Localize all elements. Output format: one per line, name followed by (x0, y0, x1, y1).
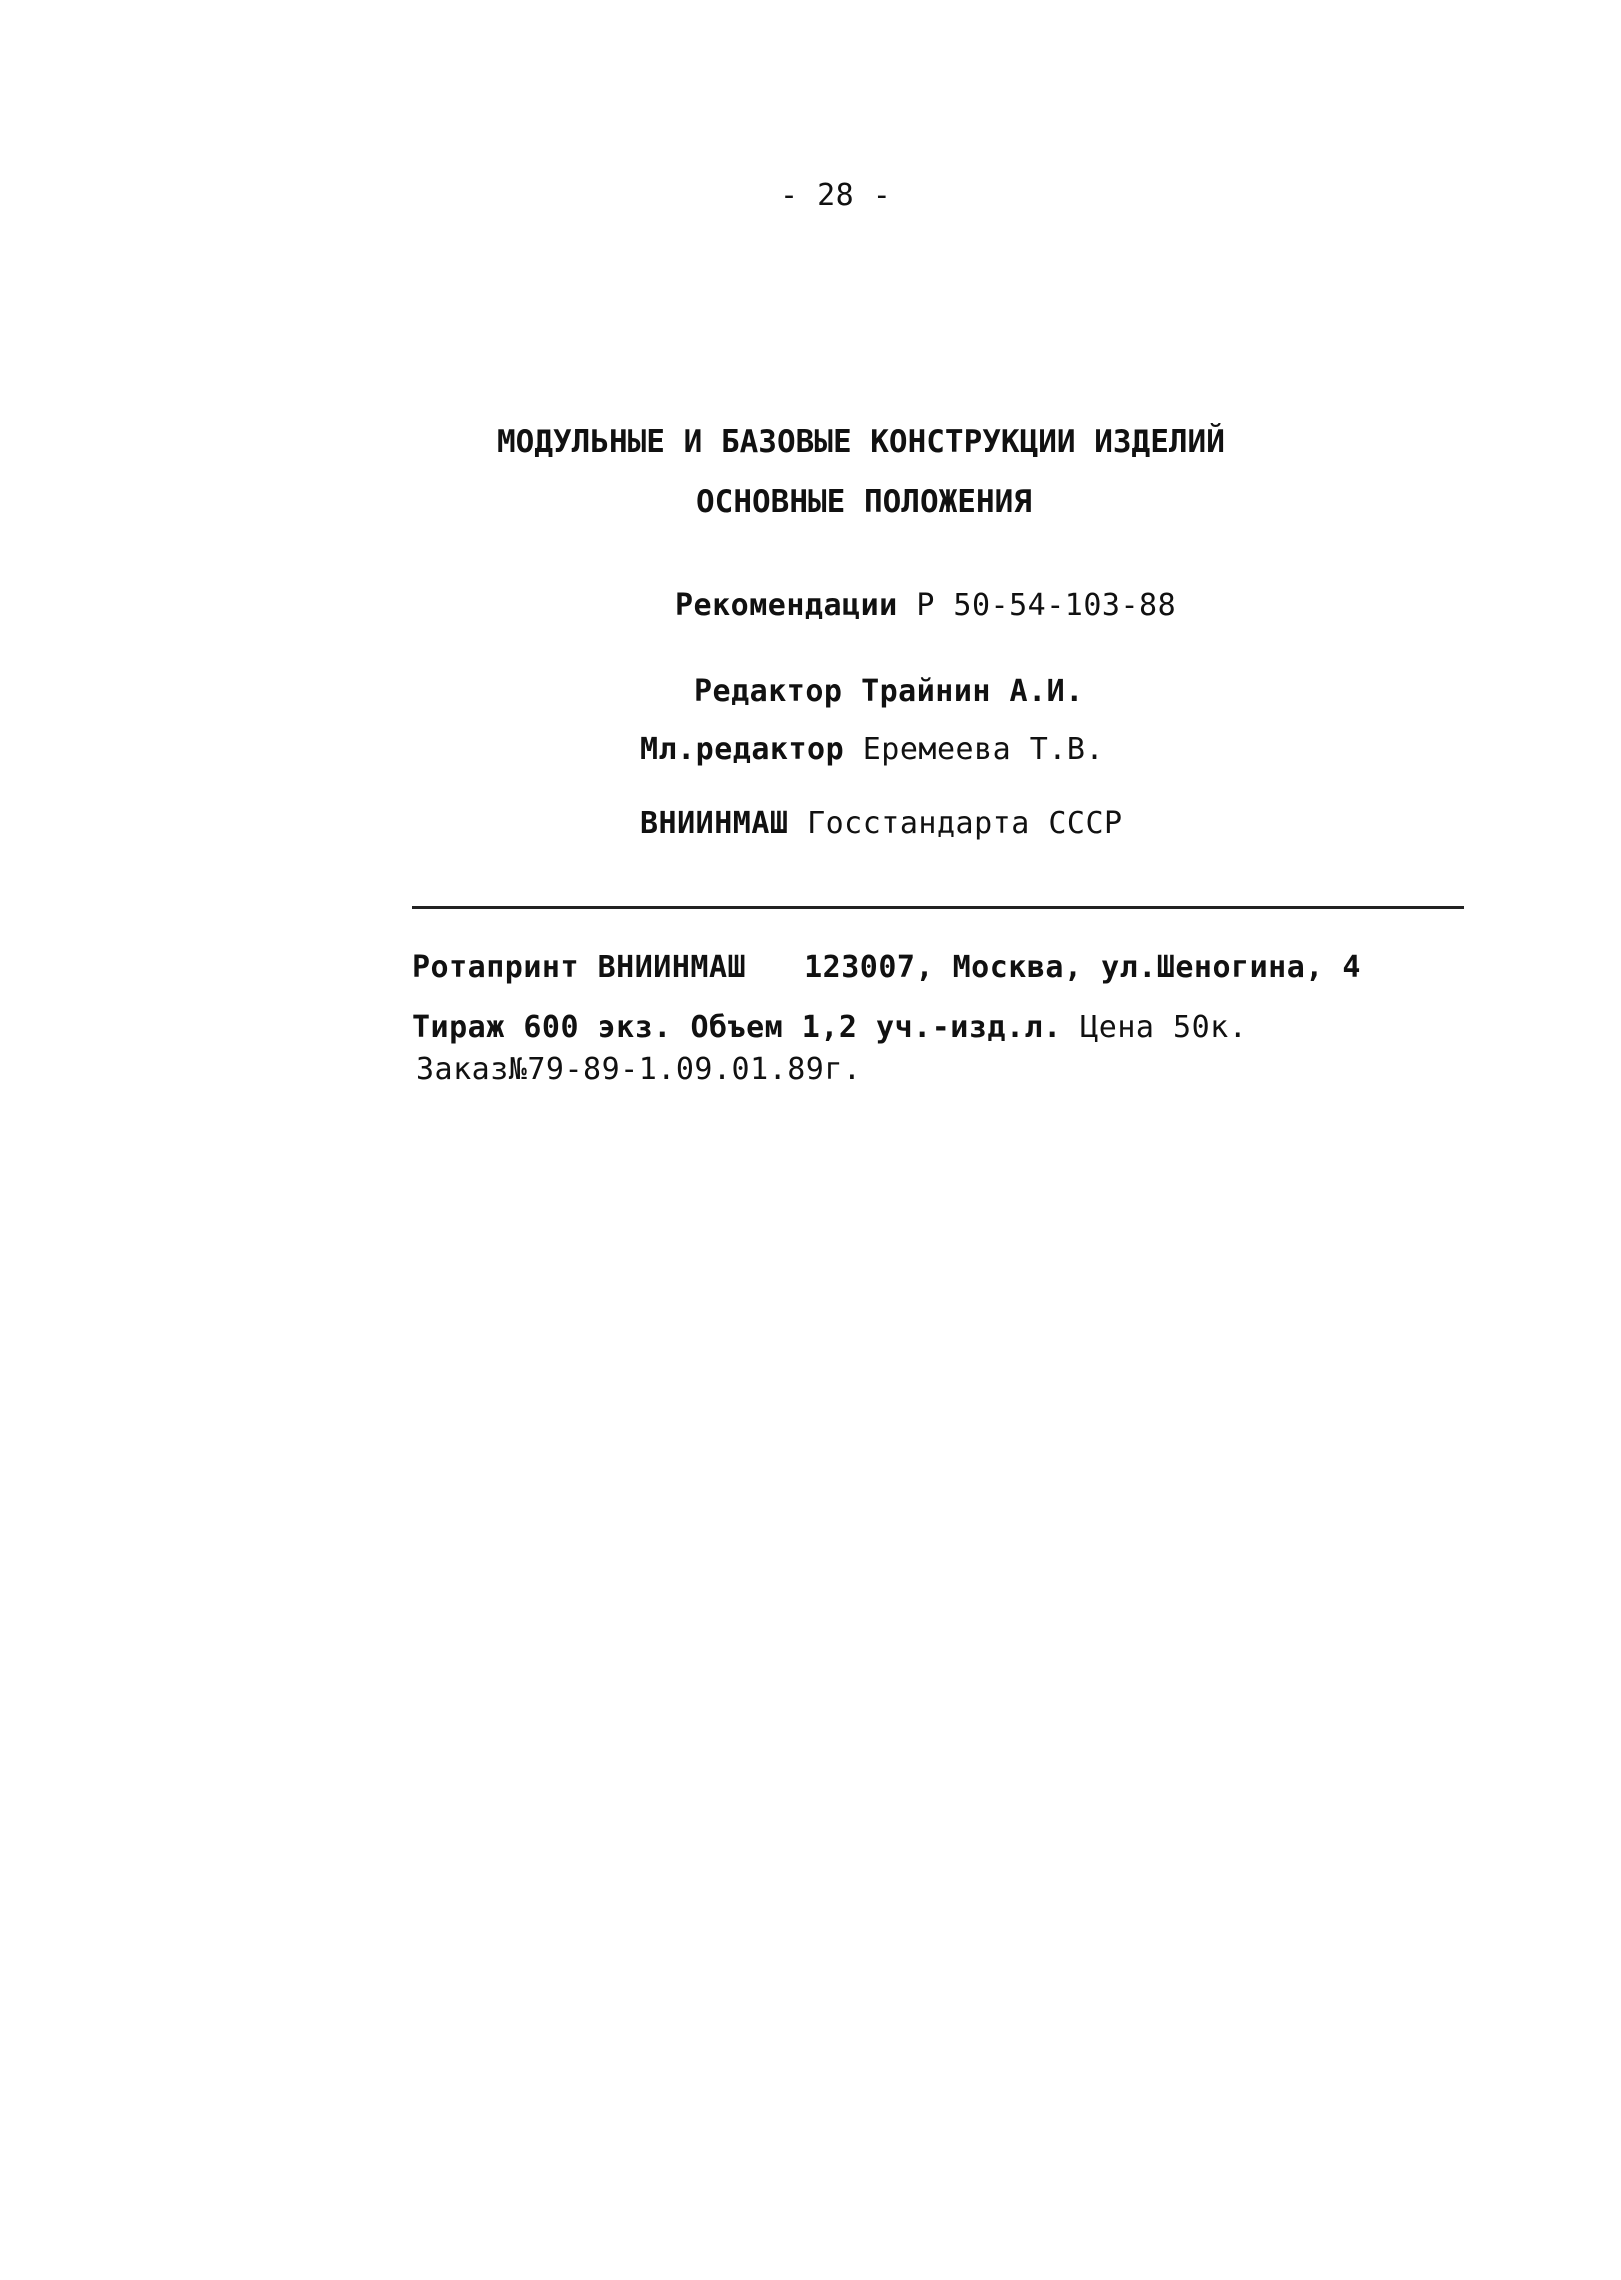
junior-editor-name: Еремеева Т.В. (862, 732, 1105, 767)
price: Цена 50к. (1080, 1010, 1248, 1045)
document-title-line-1: МОДУЛЬНЫЕ И БАЗОВЫЕ КОНСТРУКЦИИ ИЗДЕЛИЙ (497, 424, 1225, 460)
recommendation-line (675, 588, 1176, 624)
publisher-org: ВНИИНМАШ (640, 806, 789, 841)
editor-label: Редактор (694, 674, 843, 709)
document-title-line-2: ОСНОВНЫЕ ПОЛОЖЕНИЯ (696, 484, 1032, 520)
editor-name: Трайнин А.И. (861, 674, 1084, 709)
circulation: Тираж 600 экз. (412, 1010, 672, 1045)
editor-line (694, 674, 1084, 710)
recommendation-label: Рекомендации (675, 588, 898, 623)
page-number: - 28 - (780, 178, 892, 213)
press-label: Ротапринт ВНИИНМАШ (412, 950, 747, 985)
imprint-press-line (412, 950, 1361, 986)
junior-editor-label: Мл.редактор (640, 732, 845, 767)
volume: Объем 1,2 уч.-изд.л. (690, 1010, 1062, 1045)
order-line: Заказ№79-89-1.09.01.89г. (416, 1052, 862, 1087)
press-address: 123007, Москва, ул.Шеногина, 4 (804, 950, 1361, 985)
publisher-line (640, 806, 1123, 842)
junior-editor-line (640, 732, 1104, 768)
imprint-details-line (412, 1010, 1247, 1046)
recommendation-number: Р 50-54-103-88 (916, 588, 1177, 623)
publisher-rest: Госстандарта СССР (807, 806, 1123, 841)
horizontal-divider (412, 906, 1464, 909)
